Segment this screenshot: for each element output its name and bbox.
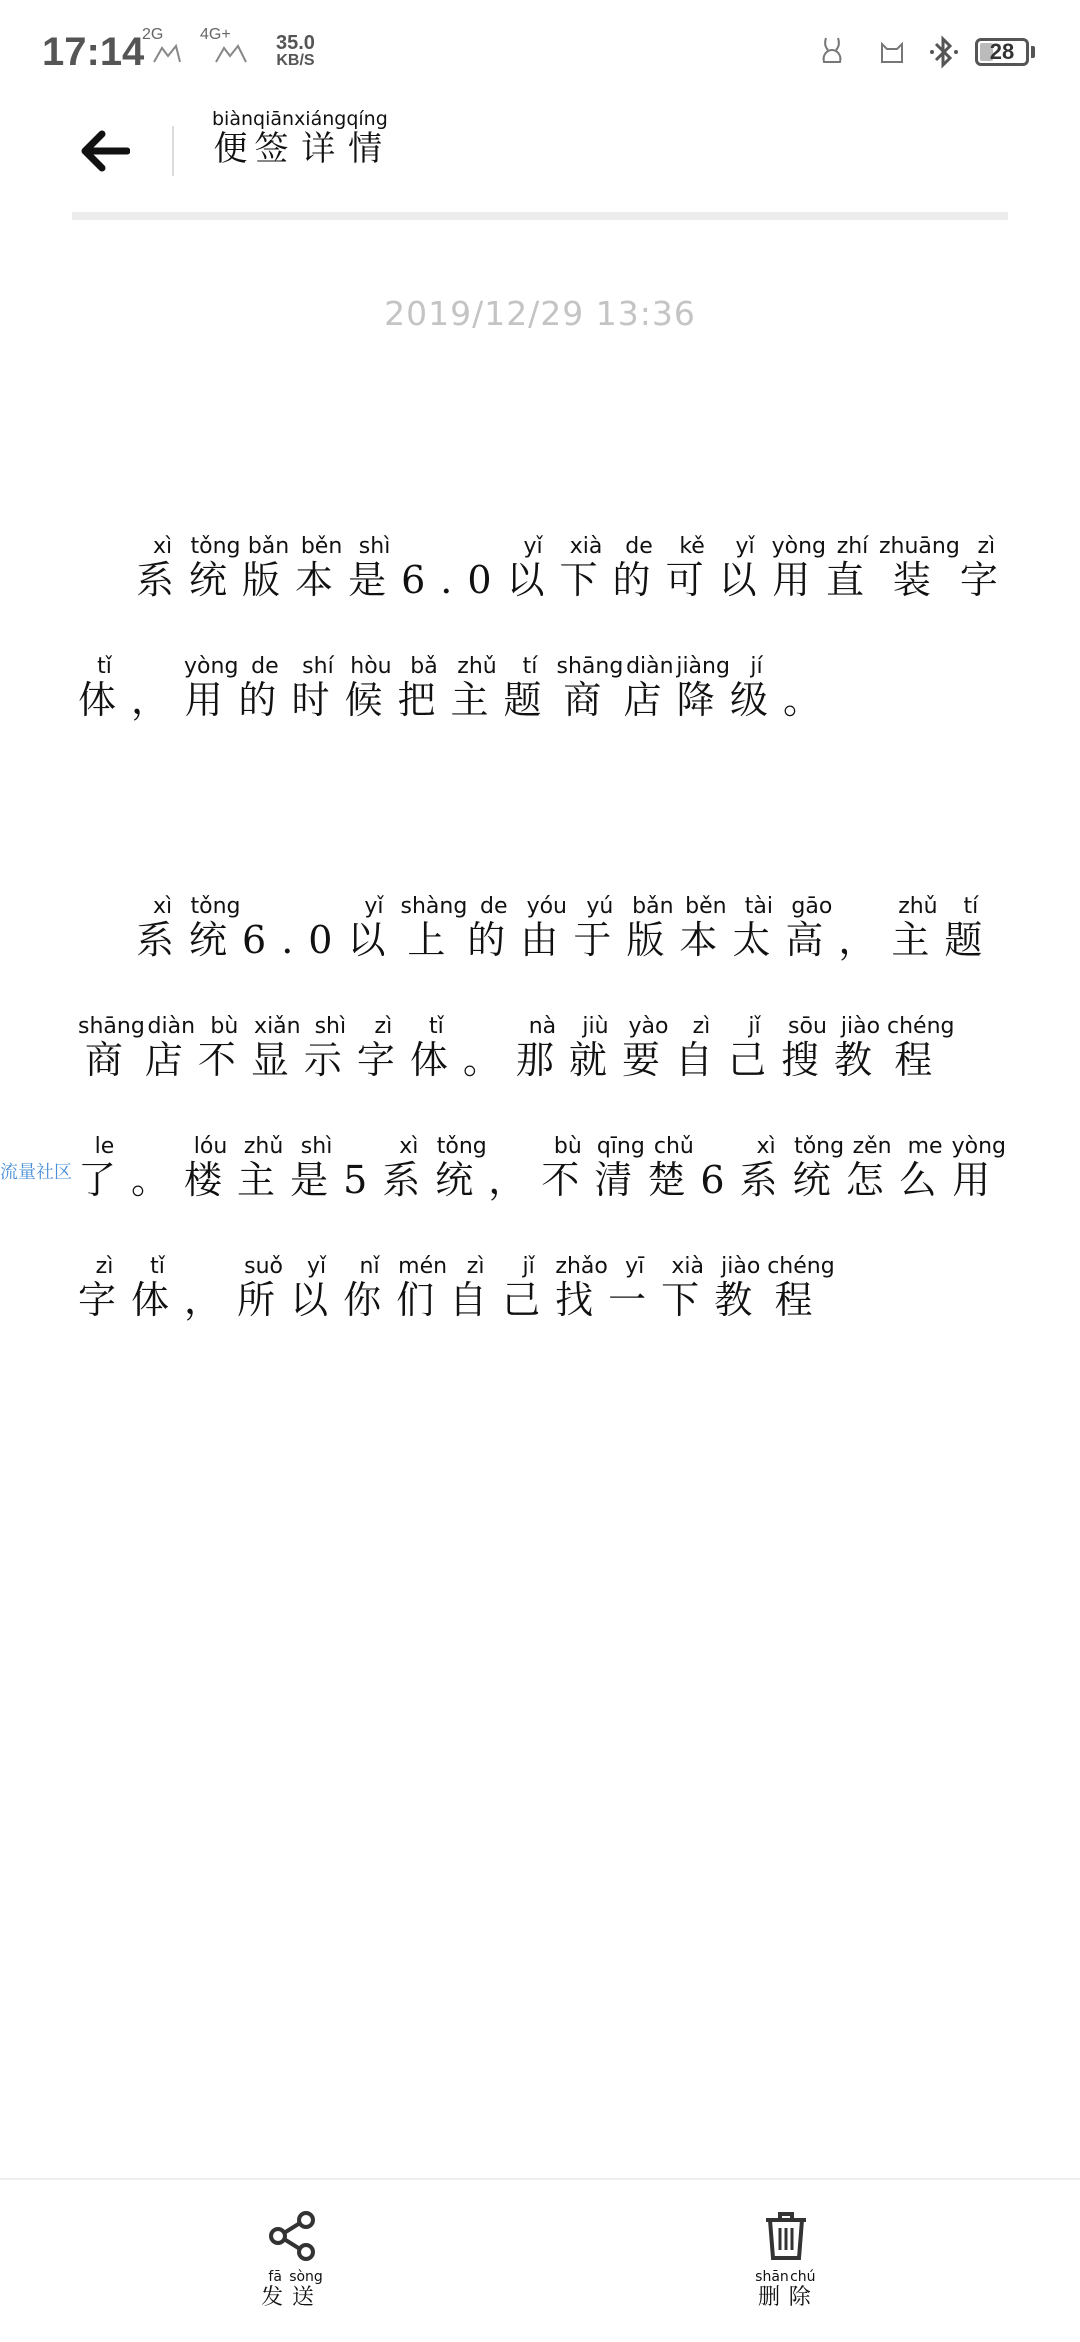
note-char: 己jǐ (502, 1254, 556, 1322)
pinyin-annotation: zěn (845, 1134, 899, 1159)
note-char: 那nà (515, 1014, 569, 1082)
note-char: 统tǒng (189, 534, 243, 602)
status-bar (0, 0, 1080, 110)
pinyin-annotation: suǒ (237, 1254, 291, 1279)
pinyin-annotation: bǎn (626, 894, 680, 919)
note-char: 题tí (944, 894, 998, 962)
note-paragraph (78, 880, 1018, 1360)
pinyin-annotation: tǒng (435, 1134, 489, 1159)
note-char: 以yǐ (718, 534, 772, 602)
pinyin-annotation: hòu (344, 654, 398, 679)
pinyin-annotation: jiù (568, 1014, 622, 1039)
note-char: 程chéng (767, 1254, 835, 1322)
note-char: 自zì (674, 1014, 728, 1082)
signal-icon (212, 42, 252, 68)
pinyin-annotation: bù (541, 1134, 595, 1159)
note-char: 高gāo (785, 894, 839, 962)
delete-label (755, 2270, 817, 2311)
pinyin-annotation: lóu (184, 1134, 238, 1159)
note-char: 直zhí (825, 534, 879, 602)
note-char: 主zhǔ (450, 654, 504, 722)
note-char: 可kě (665, 534, 719, 602)
pinyin-annotation: zhǔ (450, 654, 504, 679)
pinyin-annotation: nǐ (343, 1254, 397, 1279)
title-char: 签qiān (253, 108, 295, 169)
note-char: 显xiǎn (250, 1014, 304, 1082)
note-char: 本běn (679, 894, 733, 962)
note-char: 由yóu (520, 894, 574, 962)
pinyin-annotation: qiān (253, 108, 295, 130)
pinyin-annotation: yǐ (290, 1254, 344, 1279)
pinyin-annotation: me (898, 1134, 952, 1159)
note-char: 了le (78, 1134, 132, 1202)
pinyin-annotation: sōu (780, 1014, 834, 1039)
pinyin-annotation: tǐ (131, 1254, 185, 1279)
header-divider (172, 126, 174, 176)
pinyin-annotation: biàn (212, 108, 254, 130)
pinyin-annotation: xì (382, 1134, 436, 1159)
pinyin-annotation: zì (78, 1254, 132, 1279)
pinyin-annotation: zhuāng (879, 534, 960, 559)
note-char: 体tǐ (409, 1014, 463, 1082)
pinyin-annotation: de (467, 894, 521, 919)
note-char: 程chéng (887, 1014, 955, 1082)
note-char: 就jiù (568, 1014, 622, 1082)
bluetooth-icon (926, 34, 962, 70)
pinyin-annotation: qīng (594, 1134, 648, 1159)
note-char: 下xià (559, 534, 613, 602)
note-char: 5 (343, 1158, 383, 1202)
bottom-action-bar (0, 2178, 1080, 2342)
pinyin-annotation: tí (944, 894, 998, 919)
note-char: 的de (238, 654, 292, 722)
note-char: 时shí (291, 654, 345, 722)
pinyin-annotation: zhǔ (237, 1134, 291, 1159)
pinyin-annotation: de (612, 534, 666, 559)
note-char: 么me (898, 1134, 952, 1202)
pinyin-annotation: chéng (767, 1254, 835, 1279)
note-char: 体tǐ (131, 1254, 185, 1322)
note-char: 系xì (739, 1134, 793, 1202)
action-label-char: 除chú (788, 2269, 817, 2310)
note-char: 字zì (356, 1014, 410, 1082)
note-char: 字zì (78, 1254, 132, 1322)
note-char: ， (838, 918, 892, 962)
note-char: 商shāng (556, 654, 624, 722)
title-char: 详xiáng (294, 108, 347, 169)
note-char: 统tǒng (792, 1134, 846, 1202)
pinyin-annotation: gāo (785, 894, 839, 919)
pinyin-annotation: shí (291, 654, 345, 679)
note-char: 装zhuāng (879, 534, 960, 602)
pinyin-annotation: tǒng (792, 1134, 846, 1159)
pinyin-annotation: jǐ (727, 1014, 781, 1039)
pinyin-annotation: jiàng (676, 654, 730, 679)
note-char: 。 (782, 678, 836, 722)
note-char: 太tài (732, 894, 786, 962)
note-char: 以yǐ (290, 1254, 344, 1322)
delete-button[interactable] (716, 2210, 856, 2311)
note-char: 们mén (396, 1254, 450, 1322)
note-char: 用yòng (771, 534, 826, 602)
note-char: 是shì (290, 1134, 344, 1202)
note-char: 于yú (573, 894, 627, 962)
send-button[interactable] (222, 2210, 362, 2311)
pinyin-annotation: tǒng (189, 894, 243, 919)
note-char: 教jiào (834, 1014, 888, 1082)
note-char: 6.0 (401, 558, 507, 602)
battery-indicator (975, 38, 1029, 66)
pinyin-annotation: yóu (520, 894, 574, 919)
note-char: 用yòng (951, 1134, 1006, 1202)
pinyin-annotation: le (78, 1134, 131, 1159)
pinyin-annotation: yòng (771, 534, 826, 559)
note-char: 题tí (503, 654, 557, 722)
pinyin-annotation: bǎ (397, 654, 451, 679)
pinyin-annotation: yǐ (718, 534, 772, 559)
pinyin-annotation: jiào (714, 1254, 768, 1279)
trash-icon (760, 2210, 812, 2262)
note-char: 示shì (303, 1014, 357, 1082)
status-time: 17:14 (42, 30, 145, 74)
pinyin-annotation: shì (290, 1134, 344, 1159)
note-paragraph (78, 520, 1018, 760)
pinyin-annotation: shì (348, 534, 402, 559)
pinyin-annotation: jí (729, 654, 783, 679)
note-date: 2019/12/29 13:36 (384, 294, 696, 333)
community-watermark: 流量社区 (0, 1162, 72, 1183)
note-char: 系xì (136, 534, 190, 602)
pinyin-annotation: zì (674, 1014, 728, 1039)
pinyin-annotation: mén (396, 1254, 450, 1279)
pinyin-annotation: zhǎo (555, 1254, 609, 1279)
network-speed (276, 34, 315, 70)
note-char: 系xì (382, 1134, 436, 1202)
pinyin-annotation: zhǔ (891, 894, 945, 919)
note-char: 不bù (197, 1014, 251, 1082)
pinyin-annotation: chǔ (647, 1134, 701, 1159)
page-title-text (212, 108, 388, 169)
pinyin-annotation: zì (959, 534, 1013, 559)
signal-icon (150, 42, 184, 68)
pinyin-annotation: běn (295, 534, 349, 559)
send-label (261, 2270, 323, 2311)
note-char: 楚chǔ (647, 1134, 701, 1202)
note-char: ， (488, 1158, 542, 1202)
network-4g-label: 4G+ (200, 26, 231, 43)
action-label-char: 删shān (755, 2269, 789, 2310)
pinyin-annotation: yòng (184, 654, 239, 679)
action-label-char: 发fā (261, 2269, 290, 2310)
pinyin-annotation: yú (573, 894, 627, 919)
note-char: 把bǎ (397, 654, 451, 722)
note-char: 主zhǔ (237, 1134, 291, 1202)
pinyin-annotation: yǐ (506, 534, 560, 559)
network-2g-label: 2G (142, 26, 164, 43)
note-char: 降jiàng (676, 654, 730, 722)
arrow-left-icon (80, 130, 130, 172)
pinyin-annotation: shì (303, 1014, 357, 1039)
pinyin-annotation: shāng (78, 1014, 145, 1039)
note-char: 店diàn (144, 1014, 198, 1082)
pinyin-annotation: nà (515, 1014, 569, 1039)
note-char: 候hòu (344, 654, 398, 722)
back-button[interactable] (70, 116, 140, 186)
note-char: 统tǒng (189, 894, 243, 962)
note-char: 版bǎn (242, 534, 296, 602)
note-char: 级jí (729, 654, 783, 722)
note-char: 所suǒ (237, 1254, 291, 1322)
header (0, 110, 1080, 220)
note-char: 教jiào (714, 1254, 768, 1322)
note-char: ， (184, 1278, 238, 1322)
speed-unit: KB/S (276, 52, 315, 69)
note-char: 本běn (295, 534, 349, 602)
pinyin-annotation: tǒng (189, 534, 243, 559)
pinyin-annotation: sòng (289, 2269, 323, 2285)
pinyin-annotation: xì (739, 1134, 793, 1159)
note-char: 体tǐ (78, 654, 132, 722)
pinyin-annotation: xià (661, 1254, 715, 1279)
pinyin-annotation: chú (788, 2269, 817, 2285)
note-char: 店diàn (623, 654, 677, 722)
pinyin-annotation: shān (755, 2269, 789, 2285)
pinyin-annotation: tǐ (409, 1014, 463, 1039)
note-char: 自zì (449, 1254, 503, 1322)
share-icon (266, 2210, 318, 2262)
page-title (212, 108, 388, 169)
note-char: 字zì (959, 534, 1013, 602)
pinyin-annotation: diàn (623, 654, 677, 679)
note-char: 用yòng (184, 654, 239, 722)
note-char: 的de (612, 534, 666, 602)
note-char: 统tǒng (435, 1134, 489, 1202)
pinyin-annotation: bù (197, 1014, 251, 1039)
pinyin-annotation: xiáng (294, 108, 347, 130)
pinyin-annotation: diàn (144, 1014, 198, 1039)
note-char: 怎zěn (845, 1134, 899, 1202)
pinyin-annotation: yī (608, 1254, 662, 1279)
note-char: 不bù (541, 1134, 595, 1202)
note-char: 找zhǎo (555, 1254, 609, 1322)
pinyin-annotation: chéng (887, 1014, 955, 1039)
note-char: 6 (700, 1158, 740, 1202)
pinyin-annotation: xì (136, 534, 190, 559)
note-char: 一yī (608, 1254, 662, 1322)
note-char: 是shì (348, 534, 402, 602)
title-char: 便biàn (212, 108, 254, 169)
pinyin-annotation: fā (261, 2269, 290, 2285)
pinyin-annotation: xià (559, 534, 613, 559)
note-char: 以yǐ (506, 534, 560, 602)
note-char: 6.0 (242, 918, 348, 962)
pinyin-annotation: bǎn (242, 534, 296, 559)
pinyin-annotation: xì (136, 894, 190, 919)
battery-percent: 28 (989, 39, 1015, 64)
action-label-char: 送sòng (289, 2269, 323, 2310)
pinyin-annotation: zhí (825, 534, 879, 559)
note-char: 系xì (136, 894, 190, 962)
note-char: 主zhǔ (891, 894, 945, 962)
note-char: 你nǐ (343, 1254, 397, 1322)
pinyin-annotation: tí (503, 654, 557, 679)
note-char: 搜sōu (780, 1014, 834, 1082)
note-content (78, 520, 1018, 1360)
pinyin-annotation: qíng (346, 108, 388, 130)
pinyin-annotation: jiào (834, 1014, 888, 1039)
header-divider-line (72, 212, 1008, 220)
pinyin-annotation: tǐ (78, 654, 131, 679)
note-char: 己jǐ (727, 1014, 781, 1082)
speed-value: 35.0 (276, 32, 315, 54)
note-char: 版bǎn (626, 894, 680, 962)
pinyin-annotation: běn (679, 894, 733, 919)
note-char: 清qīng (594, 1134, 648, 1202)
pinyin-annotation: zì (449, 1254, 503, 1279)
pinyin-annotation: yòng (951, 1134, 1006, 1159)
note-char: 下xià (661, 1254, 715, 1322)
pinyin-annotation: tài (732, 894, 786, 919)
note-char: 。 (131, 1158, 185, 1202)
pinyin-annotation: kě (665, 534, 719, 559)
note-char: 楼lóu (184, 1134, 238, 1202)
pinyin-annotation: yào (621, 1014, 675, 1039)
pinyin-annotation: yǐ (347, 894, 401, 919)
note-char: 以yǐ (347, 894, 401, 962)
pinyin-annotation: xiǎn (250, 1014, 304, 1039)
note-char: 要yào (621, 1014, 675, 1082)
note-char: 的de (467, 894, 521, 962)
title-char: 情qíng (346, 108, 388, 169)
note-char: 上shàng (400, 894, 468, 962)
note-char: 。 (462, 1038, 516, 1082)
cat-icon (874, 34, 910, 70)
note-char: ， (131, 678, 185, 722)
pinyin-annotation: shàng (400, 894, 468, 919)
pinyin-annotation: de (238, 654, 292, 679)
note-char: 商shāng (78, 1014, 145, 1082)
pinyin-annotation: shāng (556, 654, 624, 679)
battery-cap (1031, 46, 1035, 58)
rabbit-icon (814, 34, 850, 70)
pinyin-annotation: zì (356, 1014, 410, 1039)
pinyin-annotation: jǐ (502, 1254, 556, 1279)
